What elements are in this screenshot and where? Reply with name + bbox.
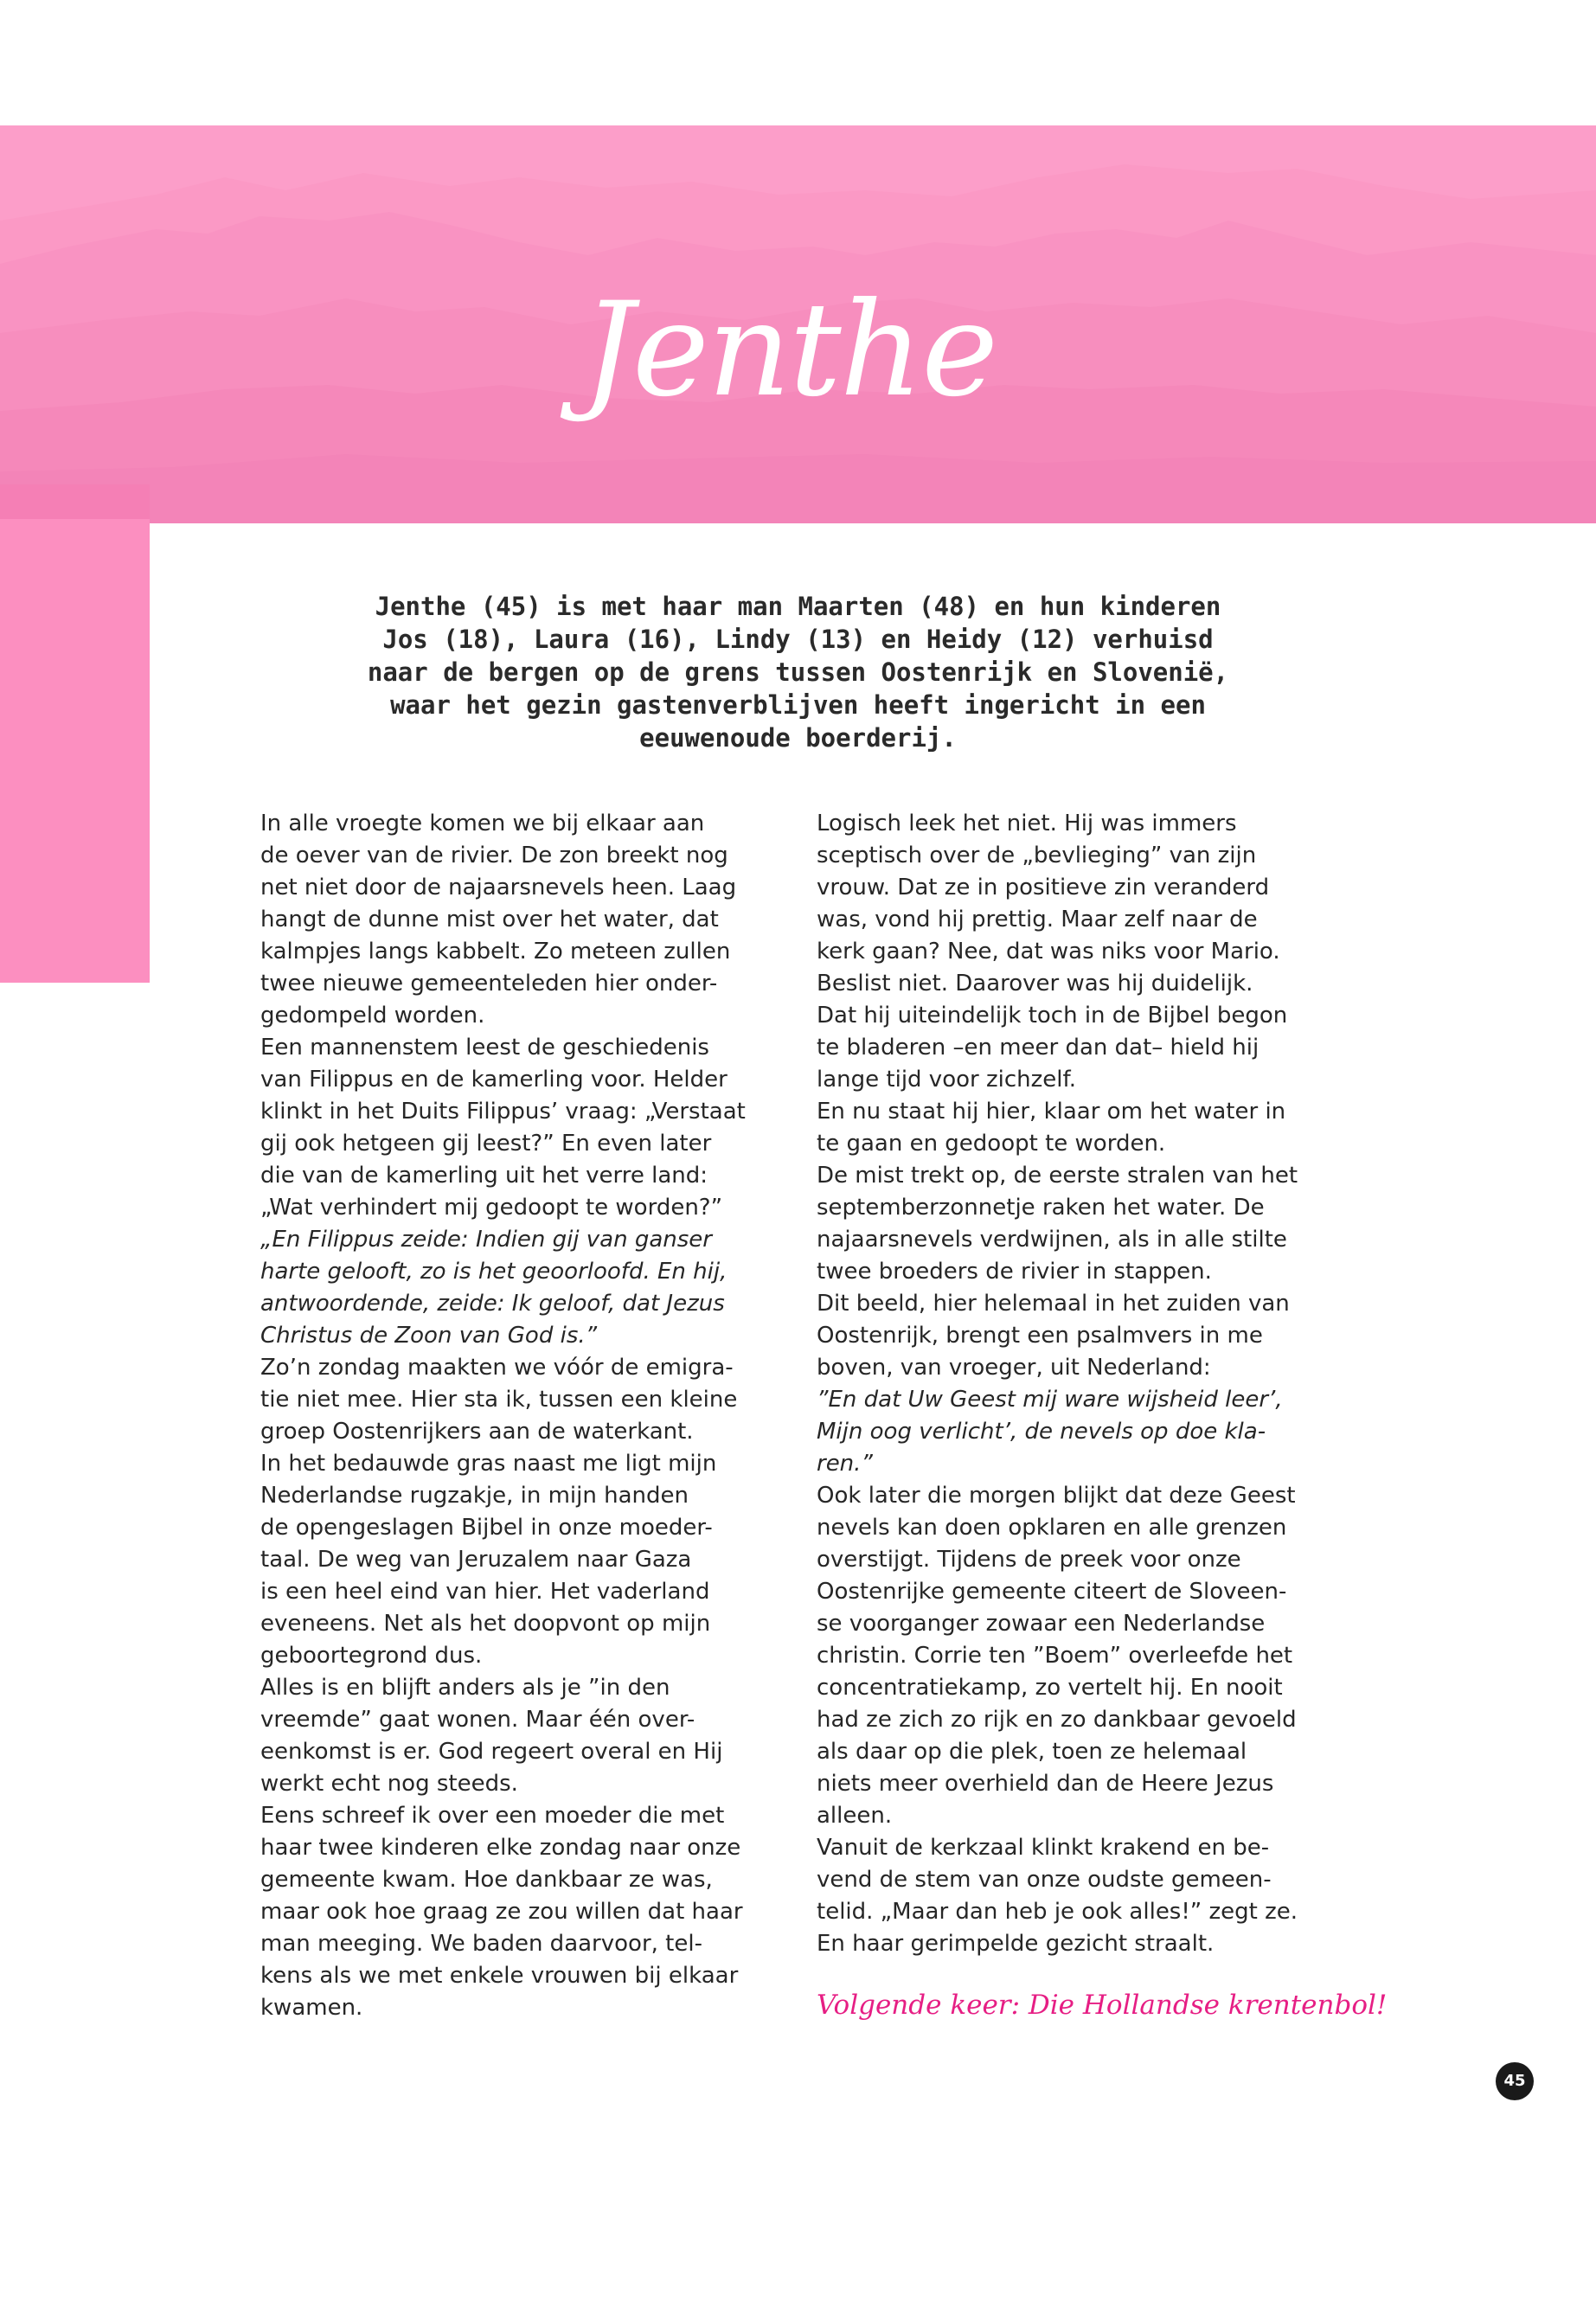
paragraph: Zo’n zondag maakten we vóór de emigra- tie niet mee. Hier sta ik, tussen een kleine groep Oostenrijkers aan de waterkant.	[260, 1355, 738, 1445]
paragraph: Ook later die morgen blijkt dat deze Geest nevels kan doen opklaren en alle grenzen overstijgt. Tijdens de preek voor onze Oostenrijke gemeente citeert de Sloveen- se voorganger zowaar een Nederlandse christin. Corrie ten ”Boem” overleefde het concentratiekamp, zo vertelt hij. En nooit had ze zich zo rijk en zo dankbaar gevoeld als daar op die plek, toen ze helemaal niets meer overhield dan de Heere Jezus alleen.	[817, 1483, 1297, 1829]
side-accent-bar-top	[0, 484, 150, 519]
paragraph: En nu staat hij hier, klaar om het water in te gaan en gedoopt te worden.	[817, 1099, 1286, 1157]
side-accent-bar	[0, 484, 150, 983]
page-number: 45	[1496, 2062, 1534, 2100]
paragraph: In het bedauwde gras naast me ligt mijn Nederlandse rugzakje, in mijn handen de opengeslagen Bijbel in onze moeder- taal. De weg van Jeruzalem naar Gaza is een heel eind van hier. Het vaderland eveneens. Net als het doopvont op mijn geboortegrond dus.	[260, 1451, 717, 1669]
psalm-quote: ”En dat Uw Geest mij ware wijsheid leer’, Mijn oog verlicht’, de nevels op doe kla- ren.”	[817, 1387, 1283, 1477]
next-teaser: Volgende keer: Die Hollandse krentenbol!	[817, 1990, 1388, 2021]
paragraph: Alles is en blijft anders als je ”in den vreemde” gaat wonen. Maar één over- eenkomst is er. God regeert overal en Hij werkt echt nog steeds.	[260, 1675, 723, 1797]
paragraph: Dit beeld, hier helemaal in het zuiden van Oostenrijk, brengt een psalmvers in me boven, van vroeger, uit Nederland:	[817, 1291, 1290, 1381]
paragraph: Dat hij uiteindelijk toch in de Bijbel begon te bladeren –en meer dan dat– hield hij lange tijd voor zichzelf.	[817, 1003, 1288, 1093]
paragraph: Logisch leek het niet. Hij was immers sceptisch over de „bevlieging” van zijn vrouw. Dat ze in positieve zin veranderd was, vond hij prettig. Maar zelf naar de kerk gaan? Nee, dat was niks voor Mario. Beslist niet. Daarover was hij duidelijk.	[817, 811, 1280, 997]
quote-paragraph: „En Filippus zeide: Indien gij van ganser harte gelooft, zo is het geoorloofd. En hij, antwoordende, zeide: Ik geloof, dat Jezus Christus de Zoon van God is.”	[260, 1227, 727, 1349]
page-title: Jenthe	[581, 275, 997, 426]
paragraph: Een mannenstem leest de geschiedenis van Filippus en de kamerling voor. Helder klinkt in het Duits Filippus’ vraag: „Verstaat gij ook hetgeen gij leest?” En even later die van de kamerling uit het verre land: „Wat verhindert mij gedoopt te worden?”	[260, 1035, 746, 1221]
left-column	[260, 808, 797, 2024]
paragraph: De mist trekt op, de eerste stralen van het septemberzonnetje raken het water. De najaarsnevels verdwijnen, als in alle stilte twee broeders de rivier in stappen.	[817, 1163, 1298, 1285]
intro-paragraph: Jenthe (45) is met haar man Maarten (48) en hun kinderen Jos (18), Laura (16), Lindy (13) en Heidy (12) verhuisd naar de bergen op de grens tussen Oostenrijk en Slovenië, waar het gezin gastenverblijven heeft ingericht in een eeuwenoude boerderij.	[367, 592, 1229, 753]
paragraph: Eens schreef ik over een moeder die met haar twee kinderen elke zondag naar onze gemeente kwam. Hoe dankbaar ze was, maar ook hoe graag ze zou willen dat haar man meeging. We baden daarvoor, tel- kens als we met enkele vrouwen bij elkaar kwamen.	[260, 1803, 743, 2021]
right-column	[817, 808, 1353, 1960]
paragraph: Vanuit de kerkzaal klinkt krakend en be- vend de stem van onze oudste gemeen- telid. „Maar dan heb je ook alles!” zegt ze. En haar gerimpelde gezicht straalt.	[817, 1835, 1298, 1957]
paragraph: In alle vroegte komen we bij elkaar aan de oever van de rivier. De zon breekt nog net niet door de najaarsnevels heen. Laag hangt de dunne mist over het water, dat kalmpjes langs kabbelt. Zo meteen zullen twee nieuwe gemeenteleden hier onder- gedompeld worden.	[260, 811, 737, 1029]
